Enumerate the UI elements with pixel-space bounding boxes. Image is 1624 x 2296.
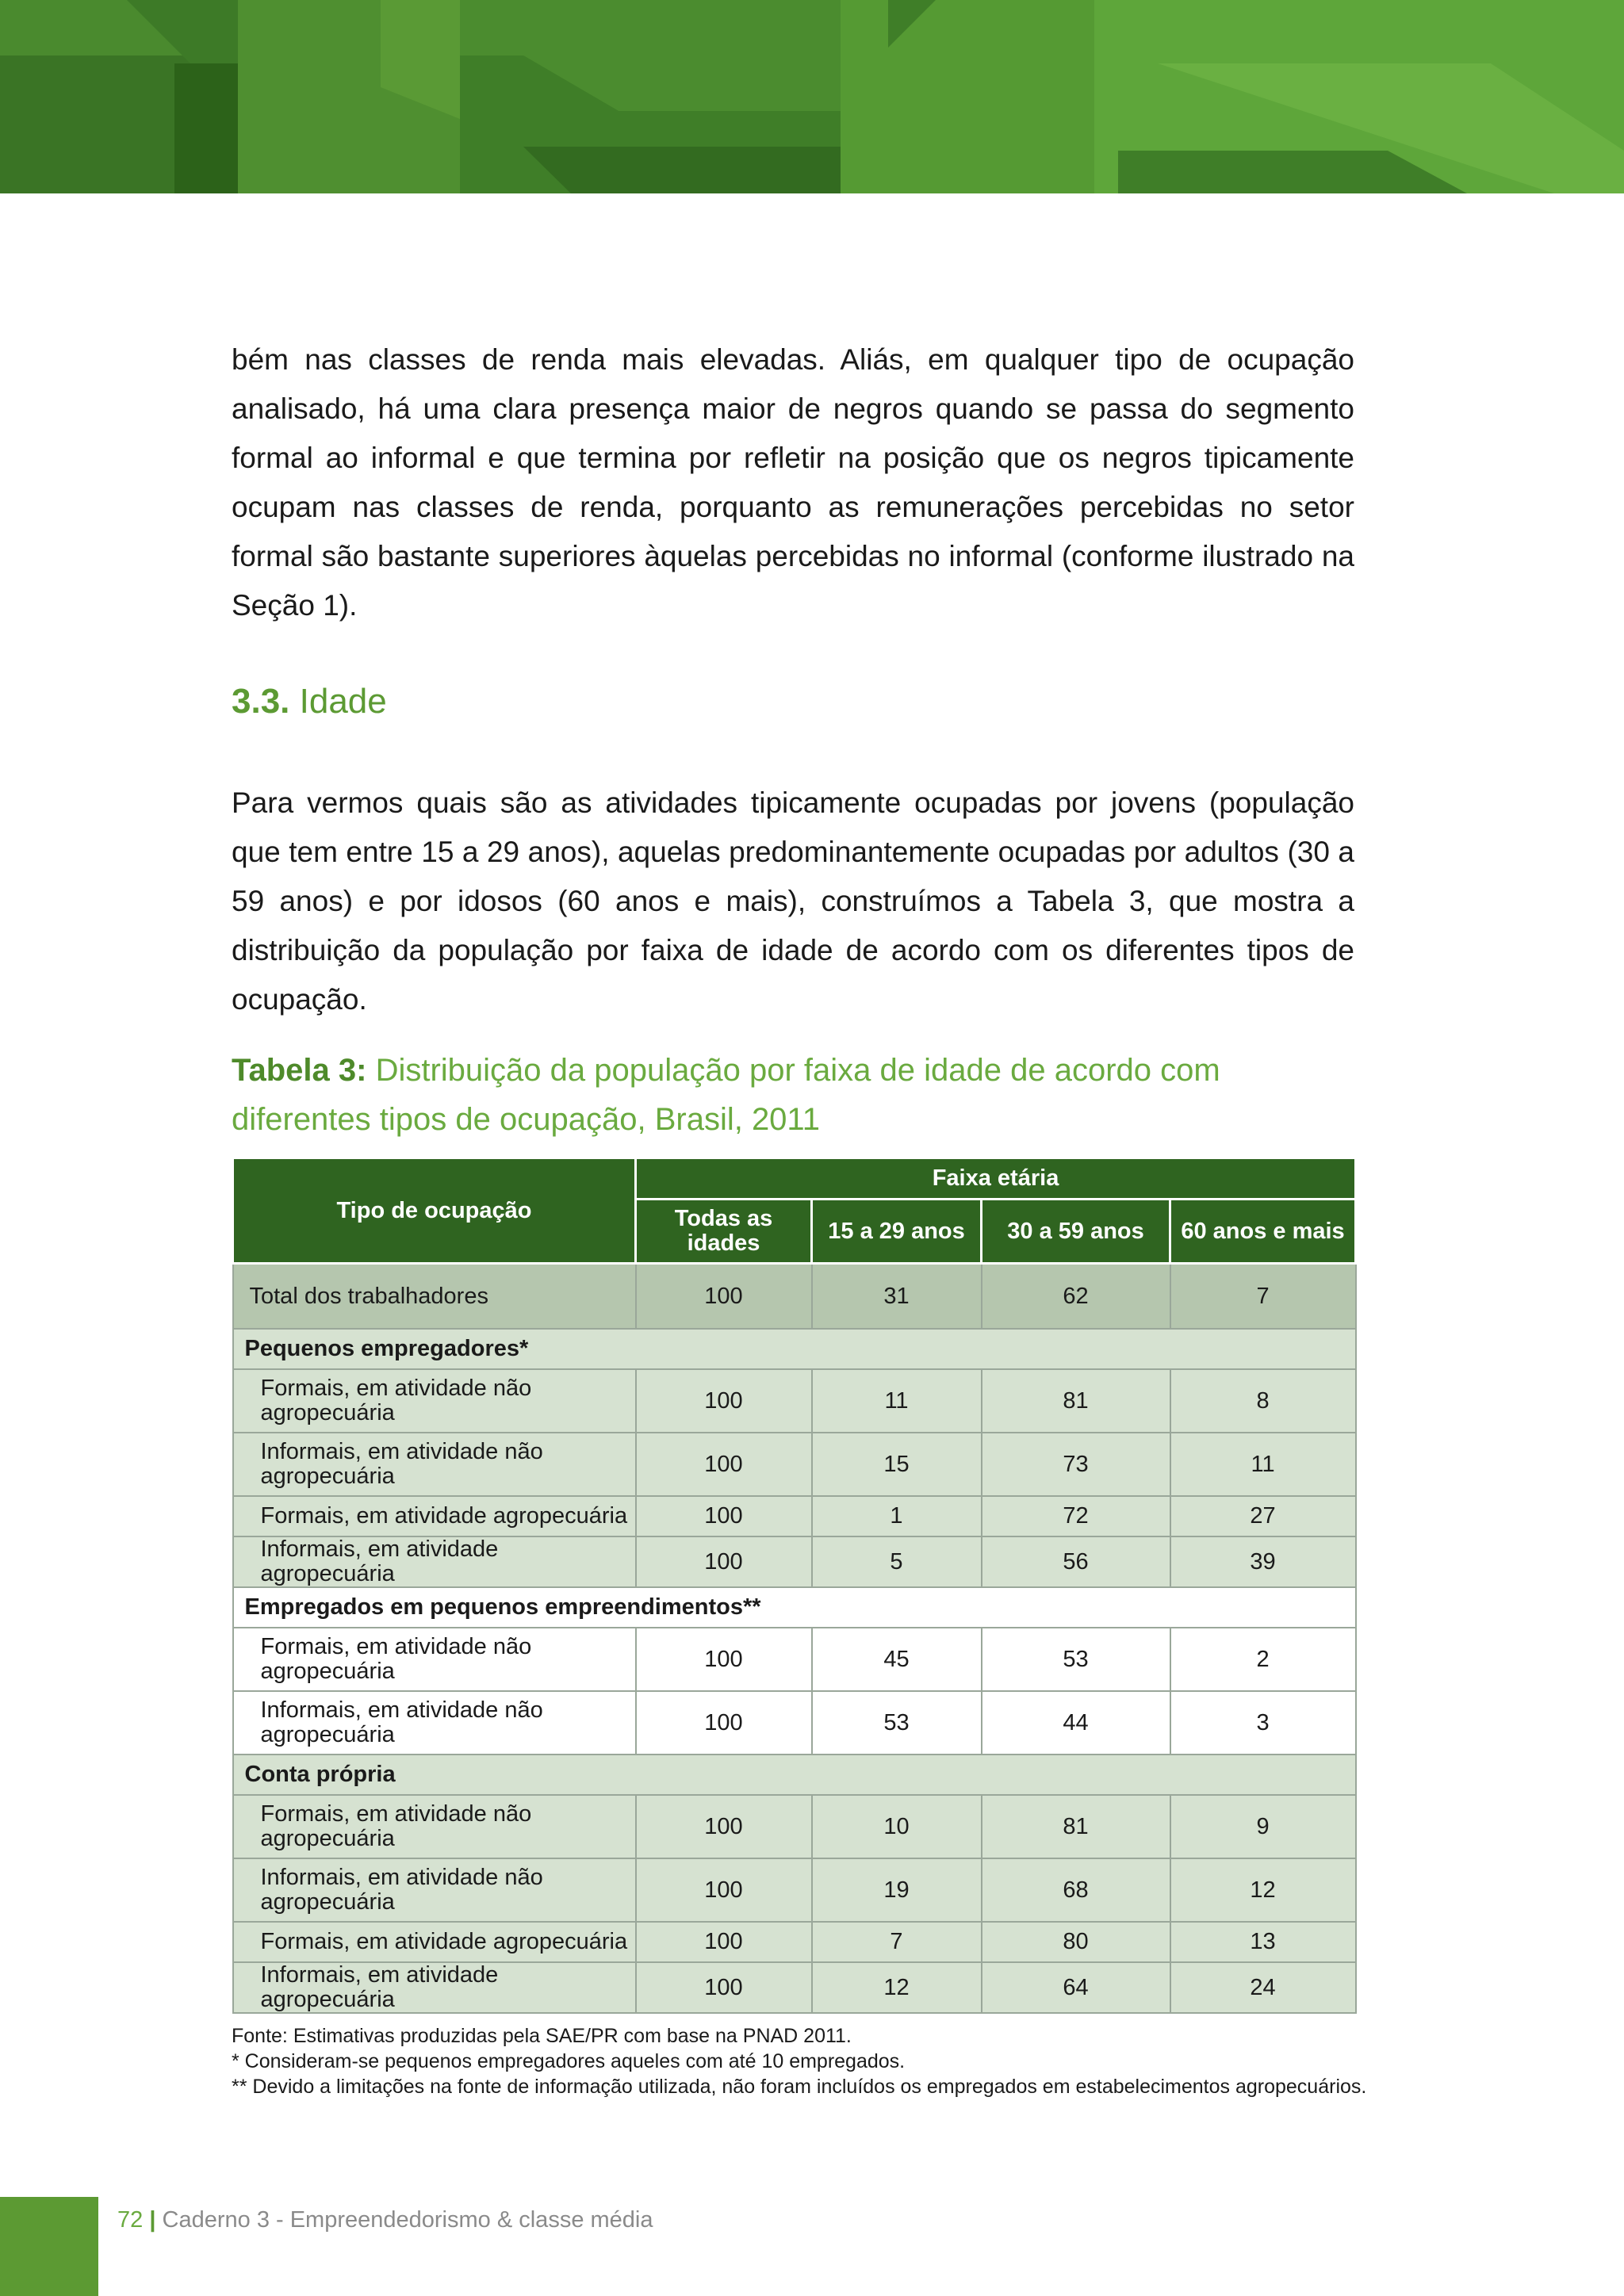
cell-value: 11 xyxy=(812,1369,982,1433)
cell-value: 100 xyxy=(636,1691,812,1755)
cell-value: 53 xyxy=(812,1691,982,1755)
group-row xyxy=(233,1329,1356,1369)
cell-value: 12 xyxy=(812,1962,982,2013)
cell-value: 8 xyxy=(1170,1369,1356,1433)
table-row xyxy=(233,1691,1356,1755)
row-label: Informais, em atividade não agropecuária xyxy=(233,1858,636,1922)
cell-value: 100 xyxy=(636,1795,812,1858)
cell-value: 73 xyxy=(982,1433,1170,1496)
header-col: 30 a 59 anos xyxy=(982,1200,1170,1264)
section-title: Idade xyxy=(299,682,387,721)
cell-value: 2 xyxy=(1170,1628,1356,1691)
header-col: Todas as idades xyxy=(636,1200,812,1264)
cell-value: 9 xyxy=(1170,1795,1356,1858)
row-label: Total dos trabalhadores xyxy=(233,1264,636,1330)
page-footer xyxy=(117,2204,653,2236)
group-title: Pequenos empregadores* xyxy=(233,1329,1356,1369)
note-footnote-2: ** Devido a limitações na fonte de informação utilizada, não foram incluídos os empregados em estabelecimentos agropecuários. xyxy=(232,2076,1367,2098)
cell-value: 80 xyxy=(982,1922,1170,1962)
cell-value: 44 xyxy=(982,1691,1170,1755)
table-row xyxy=(233,1628,1356,1691)
cell-value: 27 xyxy=(1170,1496,1356,1536)
section-number: 3.3. xyxy=(232,682,290,721)
row-label: Formais, em atividade não agropecuária xyxy=(233,1795,636,1858)
header-banner xyxy=(0,0,1624,193)
cell-value: 24 xyxy=(1170,1962,1356,2013)
cell-value: 10 xyxy=(812,1795,982,1858)
table-row-total xyxy=(233,1264,1356,1330)
group-title: Conta própria xyxy=(233,1755,1356,1795)
table-row xyxy=(233,1369,1356,1433)
table-row xyxy=(233,1962,1356,2013)
cell-value: 1 xyxy=(812,1496,982,1536)
header-faixa-etaria: Faixa etária xyxy=(636,1158,1356,1200)
cell-value: 81 xyxy=(982,1369,1170,1433)
table-notes xyxy=(232,2023,1389,2099)
cell-value: 3 xyxy=(1170,1691,1356,1755)
cell-value: 72 xyxy=(982,1496,1170,1536)
header-col: 60 anos e mais xyxy=(1170,1200,1356,1264)
cell-value: 100 xyxy=(636,1264,812,1330)
row-label: Informais, em atividade agropecuária xyxy=(233,1536,636,1587)
note-footnote-1: * Consideram-se pequenos empregadores aqueles com até 10 empregados. xyxy=(232,2050,906,2072)
section-heading xyxy=(232,678,387,725)
row-label: Informais, em atividade não agropecuária xyxy=(233,1433,636,1496)
table-row xyxy=(233,1858,1356,1922)
cell-value: 100 xyxy=(636,1496,812,1536)
footer-separator: | xyxy=(149,2207,156,2233)
page-number: 72 xyxy=(117,2207,144,2233)
row-label: Formais, em atividade não agropecuária xyxy=(233,1628,636,1691)
cell-value: 56 xyxy=(982,1536,1170,1587)
table-caption xyxy=(232,1046,1354,1144)
table-row xyxy=(233,1922,1356,1962)
cell-value: 53 xyxy=(982,1628,1170,1691)
cell-value: 100 xyxy=(636,1962,812,2013)
row-label: Informais, em atividade não agropecuária xyxy=(233,1691,636,1755)
banner-graphic xyxy=(0,0,1624,193)
table-row xyxy=(233,1496,1356,1536)
cell-value: 100 xyxy=(636,1628,812,1691)
row-label: Formais, em atividade não agropecuária xyxy=(233,1369,636,1433)
table-row xyxy=(233,1795,1356,1858)
table-caption-lead: Tabela 3: xyxy=(232,1053,367,1088)
cell-value: 39 xyxy=(1170,1536,1356,1587)
cell-value: 13 xyxy=(1170,1922,1356,1962)
cell-value: 100 xyxy=(636,1433,812,1496)
paragraph-intro: bém nas classes de renda mais elevadas. Aliás, em qualquer tipo de ocupação analisado, há uma clara presença maior de negros quando se passa do segmento formal ao informal e que termina por refletir na posição que os negros tipicamente ocupam nas classes de renda, porquanto as remunerações percebidas no setor formal são bastante superiores àquelas percebidas no informal (conforme ilustrado na Seção 1). xyxy=(232,343,1354,622)
group-title: Empregados em pequenos empreendimentos** xyxy=(233,1587,1356,1628)
row-label: Formais, em atividade agropecuária xyxy=(233,1922,636,1962)
footer-accent-bar xyxy=(0,2197,98,2296)
paragraph-age: Para vermos quais são as atividades tipicamente ocupadas por jovens (população que tem entre 15 a 29 anos), aquelas predominantemente ocupadas por adultos (30 a 59 anos) e por idosos (60 anos e mais), construímos a Tabela 3, que mostra a distribuição da população por faixa de idade de acordo com os diferentes tipos de ocupação. xyxy=(232,786,1354,1016)
header-tipo-ocupacao: Tipo de ocupação xyxy=(233,1158,636,1264)
table-caption-text: Distribuição da população por faixa de idade de acordo com diferentes tipos de ocupação, Brasil, 2011 xyxy=(232,1053,1220,1137)
header-col: 15 a 29 anos xyxy=(812,1200,982,1264)
group-row xyxy=(233,1755,1356,1795)
cell-value: 7 xyxy=(812,1922,982,1962)
cell-value: 100 xyxy=(636,1536,812,1587)
cell-value: 31 xyxy=(812,1264,982,1330)
note-source: Fonte: Estimativas produzidas pela SAE/PR com base na PNAD 2011. xyxy=(232,2025,852,2047)
cell-value: 100 xyxy=(636,1858,812,1922)
row-label: Informais, em atividade agropecuária xyxy=(233,1962,636,2013)
cell-value: 62 xyxy=(982,1264,1170,1330)
cell-value: 19 xyxy=(812,1858,982,1922)
cell-value: 15 xyxy=(812,1433,982,1496)
table-row xyxy=(233,1433,1356,1496)
footer-title: Caderno 3 - Empreendedorismo & classe média xyxy=(162,2207,653,2233)
row-label: Formais, em atividade agropecuária xyxy=(233,1496,636,1536)
cell-value: 7 xyxy=(1170,1264,1356,1330)
cell-value: 45 xyxy=(812,1628,982,1691)
cell-value: 5 xyxy=(812,1536,982,1587)
cell-value: 100 xyxy=(636,1369,812,1433)
cell-value: 81 xyxy=(982,1795,1170,1858)
cell-value: 68 xyxy=(982,1858,1170,1922)
cell-value: 64 xyxy=(982,1962,1170,2013)
age-distribution-table xyxy=(232,1157,1357,2014)
cell-value: 100 xyxy=(636,1922,812,1962)
table-row xyxy=(233,1536,1356,1587)
group-row xyxy=(233,1587,1356,1628)
cell-value: 12 xyxy=(1170,1858,1356,1922)
cell-value: 11 xyxy=(1170,1433,1356,1496)
